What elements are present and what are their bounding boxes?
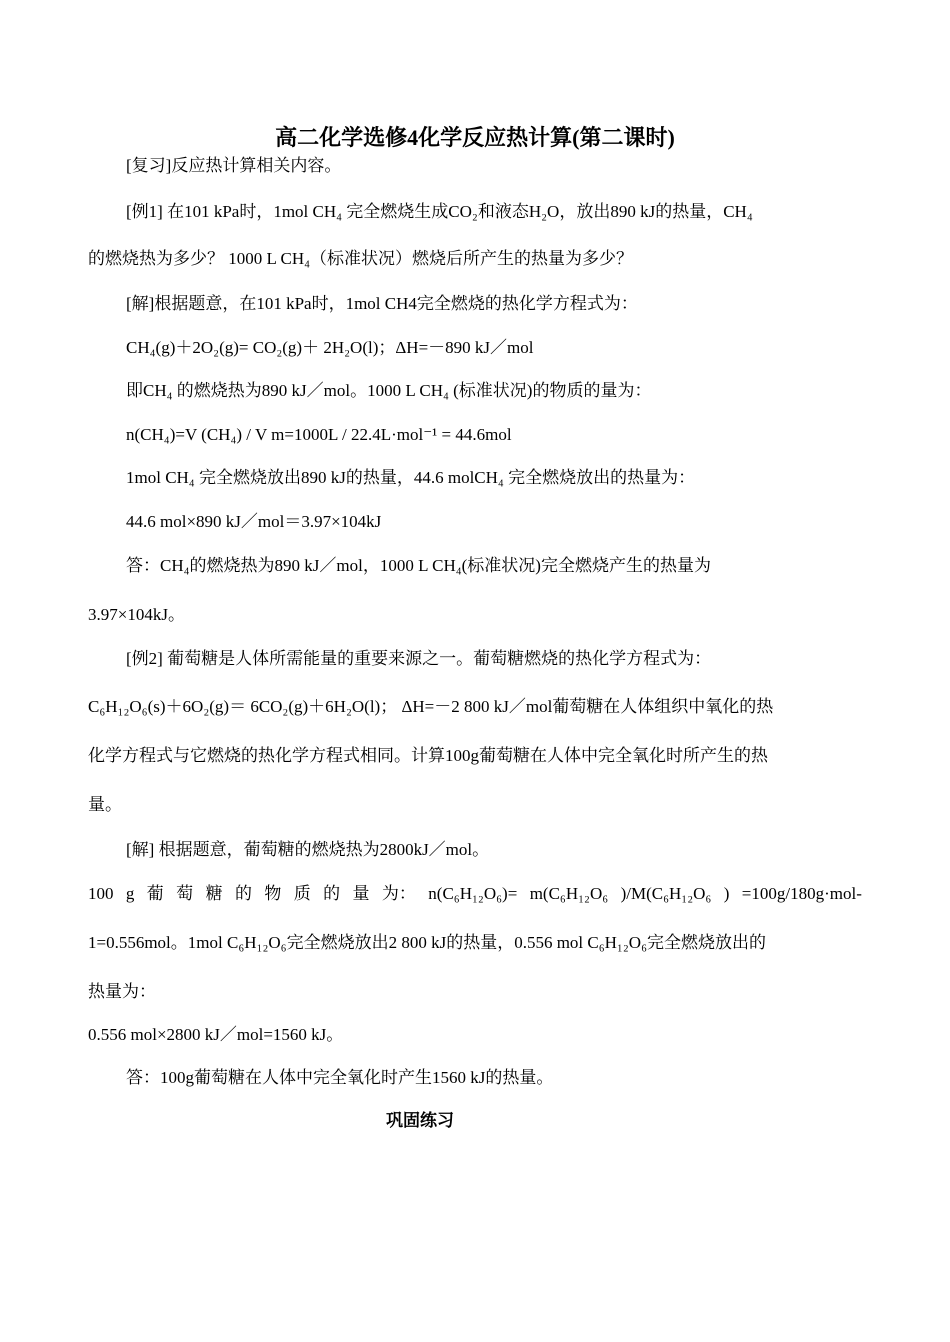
review-line: [复习]反应热计算相关内容。 bbox=[126, 156, 342, 175]
text-token: n(C₆H₁₂O₆)= bbox=[428, 884, 518, 903]
glucose-heat-calculation: 0.556 mol×2800 kJ／mol=1560 kJ。 bbox=[88, 1025, 344, 1044]
example-2-heat-line: 1=0.556mol。1mol C₆H₁₂O₆完全燃烧放出2 800 kJ的热量，0.556 mol C₆H₁₂O₆完全燃烧放出的 bbox=[88, 933, 766, 952]
text-token: 葡 bbox=[146, 884, 164, 903]
example-1-solution-intro: [解]根据题意，在101 kPa时，1mol CH4完全燃烧的热化学方程式为： bbox=[126, 294, 638, 313]
text-token: )/M(C₆H₁₂O₆ bbox=[620, 884, 712, 903]
example-2-question-line-3: 化学方程式与它燃烧的热化学方程式相同。计算100g葡萄糖在人体中完全氧化时所产生的热 bbox=[88, 746, 768, 765]
text-token: 萄 bbox=[176, 884, 194, 903]
example-2-moles-line bbox=[88, 885, 862, 902]
text-token: g bbox=[125, 884, 135, 903]
heat-calculation-line: 44.6 mol×890 kJ／mol＝3.97×104kJ bbox=[126, 512, 382, 531]
text-token: 的 bbox=[234, 884, 252, 903]
example-1-question-line-2: 的燃烧热为多少？ 1000 L CH₄（标准状况）燃烧后所产生的热量为多少？ bbox=[88, 249, 634, 268]
example-2-answer: 答：100g葡萄糖在人体中完全氧化时产生1560 kJ的热量。 bbox=[126, 1068, 554, 1087]
text-token: =100g/180g·mol- bbox=[741, 884, 862, 903]
text-token: 质 bbox=[293, 884, 311, 903]
section-heading-practice: 巩固练习 bbox=[386, 1111, 454, 1130]
moles-calculation-line: n(CH₄)=V (CH₄) / V m=1000L / 22.4L·mol⁻¹ = 44.6mol bbox=[126, 425, 512, 444]
methane-combustion-equation: CH₄(g)＋2O₂(g)= CO₂(g)＋ 2H₂O(l)；ΔH=－890 kJ／mol bbox=[126, 338, 534, 357]
example-2-question-line-4: 量。 bbox=[88, 795, 122, 814]
text-token: 糖 bbox=[205, 884, 223, 903]
text-token: 的 bbox=[323, 884, 341, 903]
example-2-question-line-1: [例2] 葡萄糖是人体所需能量的重要来源之一。葡萄糖燃烧的热化学方程式为： bbox=[126, 649, 712, 668]
text-token: 为： bbox=[381, 884, 416, 903]
example-1-solution-line: 即CH₄ 的燃烧热为890 kJ／mol。1000 L CH₄ (标准状况)的物质的量为： bbox=[126, 381, 652, 400]
text-token: 100 bbox=[88, 884, 114, 903]
text-token: 量 bbox=[352, 884, 370, 903]
document-title: 高二化学选修4化学反应热计算(第二课时) bbox=[275, 125, 675, 150]
text-token: 物 bbox=[264, 884, 282, 903]
glucose-combustion-equation: C₆H₁₂O₆(s)＋6O₂(g)＝ 6CO₂(g)＋6H₂O(l)； ΔH=－2 800 kJ／mol葡萄糖在人体组织中氧化的热 bbox=[88, 697, 774, 716]
example-2-heat-line-end: 热量为： bbox=[88, 982, 156, 1001]
example-1-question-line-1: [例1] 在101 kPa时，1mol CH₄ 完全燃烧生成CO₂和液态H₂O，放出890 kJ的热量，CH₄ bbox=[126, 202, 753, 221]
example-1-heat-line: 1mol CH₄ 完全燃烧放出890 kJ的热量，44.6 molCH₄ 完全燃烧放出的热量为： bbox=[126, 468, 696, 487]
example-1-answer-line-1: 答：CH₄的燃烧热为890 kJ／mol，1000 L CH₄(标准状况)完全燃烧产生的热量为 bbox=[126, 556, 711, 575]
text-token: m(C₆H₁₂O₆ bbox=[529, 884, 609, 903]
text-token: ) bbox=[723, 884, 730, 903]
example-2-solution-intro: [解] 根据题意，葡萄糖的燃烧热为2800kJ／mol。 bbox=[126, 840, 490, 859]
example-1-answer-line-2: 3.97×104kJ。 bbox=[88, 605, 185, 624]
